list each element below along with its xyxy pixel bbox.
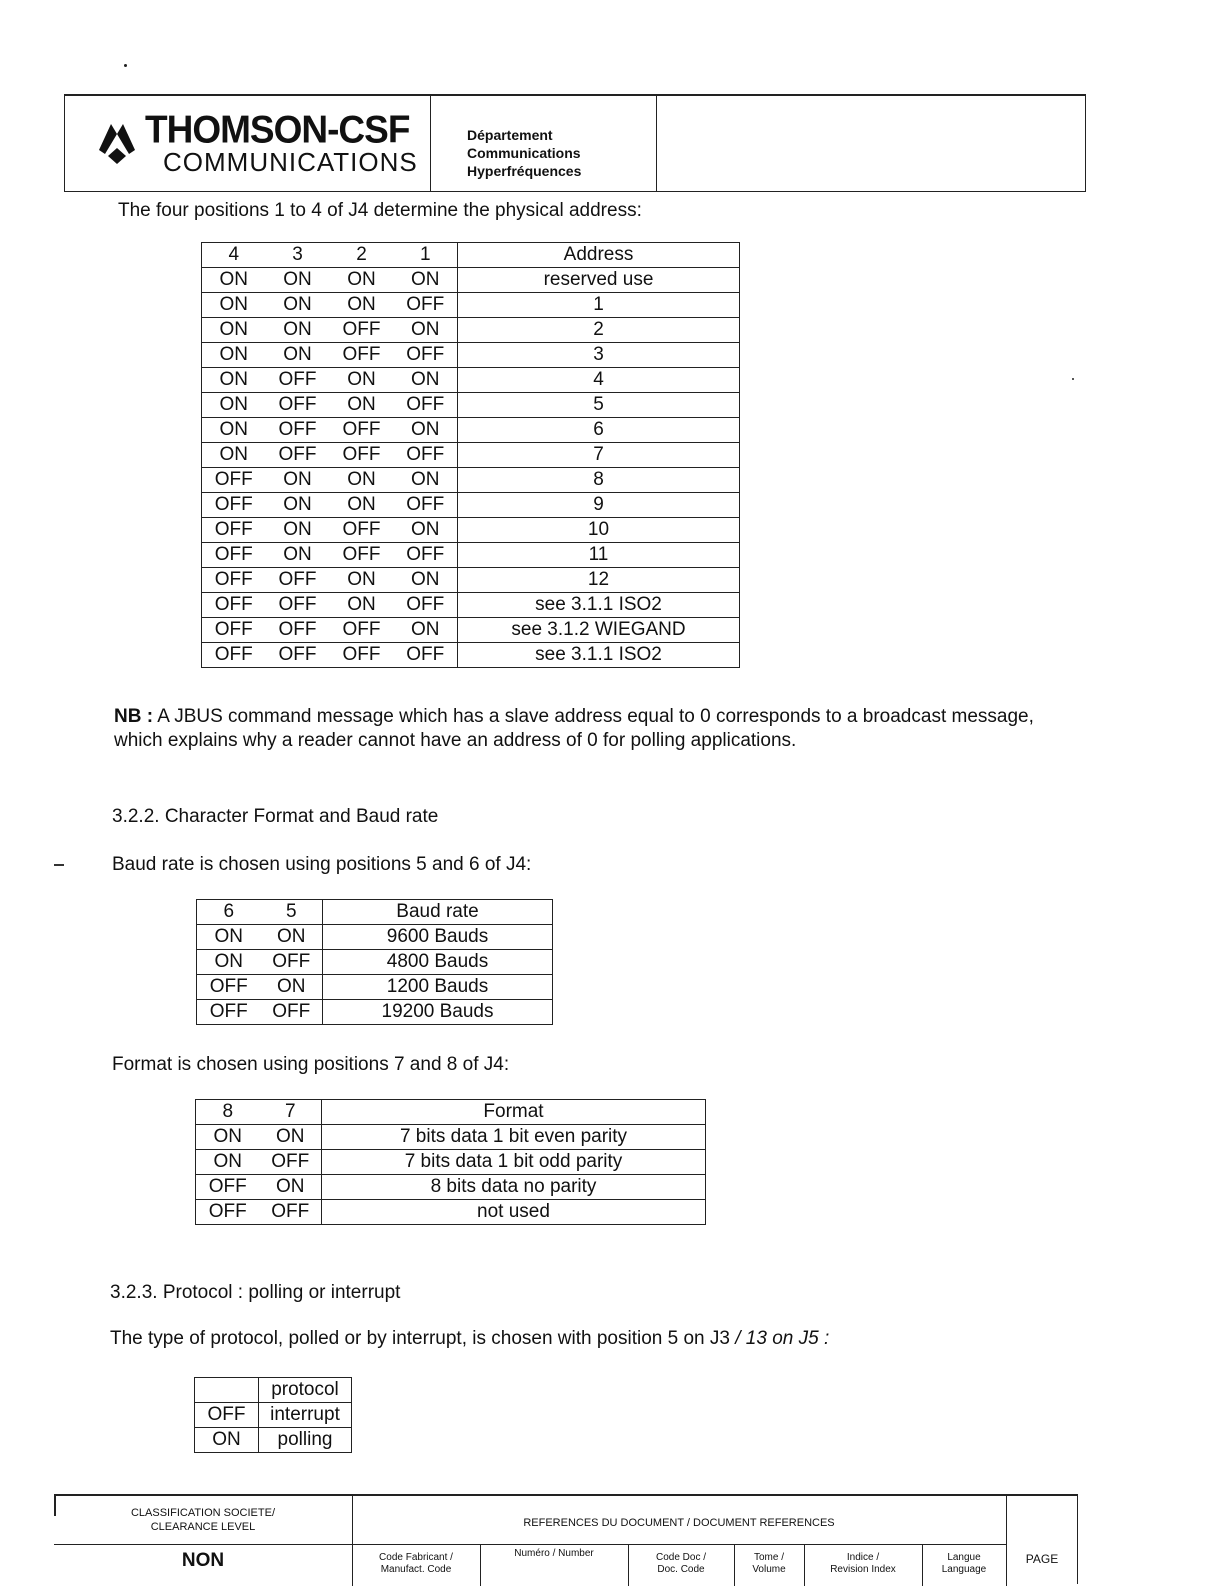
table-cell: see 3.1.1 ISO2 xyxy=(458,643,740,668)
table-cell: 12 xyxy=(458,568,740,593)
table-cell: OFF xyxy=(196,1200,260,1225)
col-label: Code Doc / xyxy=(655,1552,707,1563)
table-cell: 1 xyxy=(458,293,740,318)
table-cell: OFF xyxy=(330,543,394,568)
table-cell: ON xyxy=(261,925,323,950)
table-cell: ON xyxy=(202,268,266,293)
table-cell: OFF xyxy=(394,593,458,618)
note-text-2: which explains why a reader cannot have an address of 0 for polling applications. xyxy=(114,730,797,751)
footer-divider xyxy=(352,1544,1006,1545)
table-row xyxy=(195,1428,352,1453)
table-cell: 9600 Bauds xyxy=(323,925,553,950)
table-header-cell: Baud rate xyxy=(323,900,553,925)
table-cell: OFF xyxy=(394,343,458,368)
table-cell: OFF xyxy=(202,643,266,668)
table-cell: OFF xyxy=(330,443,394,468)
col-label: Doc. Code xyxy=(657,1564,705,1575)
scan-speck xyxy=(124,64,127,67)
table-cell: ON xyxy=(261,975,323,1000)
table-cell: 1200 Bauds xyxy=(323,975,553,1000)
col-language xyxy=(922,1552,1006,1576)
document-header xyxy=(64,94,1086,192)
protocol-table xyxy=(194,1377,352,1453)
note-label: NB : xyxy=(114,706,154,727)
table-cell: OFF xyxy=(266,593,330,618)
table-cell: 8 bits data no parity xyxy=(322,1175,706,1200)
table-row xyxy=(202,418,740,443)
table-row xyxy=(202,643,740,668)
table-cell: ON xyxy=(330,493,394,518)
protocol-intro-italic: / 13 on J5 : xyxy=(729,1328,830,1349)
col-label: Code Fabricant / xyxy=(379,1552,453,1563)
table-cell: OFF xyxy=(260,1150,322,1175)
department-line: Communications xyxy=(467,145,581,161)
table-cell: ON xyxy=(330,568,394,593)
table-cell: see 3.1.2 WIEGAND xyxy=(458,618,740,643)
table-cell: OFF xyxy=(394,293,458,318)
table-cell: OFF xyxy=(266,393,330,418)
section-323-heading: 3.2.3. Protocol : polling or interrupt xyxy=(110,1282,401,1303)
col-number: Numéro / Number xyxy=(514,1548,594,1559)
baud-intro: Baud rate is chosen using positions 5 and 6 of J4: xyxy=(112,854,532,875)
department-line: Département xyxy=(467,127,553,143)
table-row xyxy=(196,1175,706,1200)
table-cell: OFF xyxy=(261,950,323,975)
table-cell: OFF xyxy=(202,543,266,568)
table-cell: OFF xyxy=(202,518,266,543)
address-table xyxy=(201,242,740,668)
table-cell: 9 xyxy=(458,493,740,518)
col-volume xyxy=(734,1552,804,1576)
table-row xyxy=(195,1403,352,1428)
scan-speck xyxy=(1072,378,1074,380)
table-cell: see 3.1.1 ISO2 xyxy=(458,593,740,618)
table-row xyxy=(202,543,740,568)
table-cell: OFF xyxy=(266,643,330,668)
classification-value: NON xyxy=(181,1550,225,1571)
table-header-cell: 5 xyxy=(261,900,323,925)
note-line-1 xyxy=(114,704,1034,729)
table-cell: polling xyxy=(259,1428,352,1453)
table-cell: 19200 Bauds xyxy=(323,1000,553,1025)
table-cell: 2 xyxy=(458,318,740,343)
table-cell: OFF xyxy=(266,418,330,443)
table-row xyxy=(202,468,740,493)
table-header-cell: 4 xyxy=(202,243,266,268)
col-label: Manufact. Code xyxy=(380,1564,452,1575)
table-cell: OFF xyxy=(394,643,458,668)
table-cell: OFF xyxy=(394,393,458,418)
table-header-row xyxy=(196,1100,706,1125)
table-cell: OFF xyxy=(261,1000,323,1025)
table-cell: ON xyxy=(394,618,458,643)
table-cell: 8 xyxy=(458,468,740,493)
table-header-cell: 8 xyxy=(196,1100,260,1125)
table-row xyxy=(202,393,740,418)
table-row xyxy=(202,343,740,368)
table-cell: ON xyxy=(330,393,394,418)
table-cell: OFF xyxy=(394,493,458,518)
table-cell: ON xyxy=(196,1125,260,1150)
table-cell: OFF xyxy=(330,643,394,668)
table-cell: ON xyxy=(330,593,394,618)
table-cell: ON xyxy=(330,468,394,493)
table-cell: OFF xyxy=(330,343,394,368)
table-cell: OFF xyxy=(266,368,330,393)
table-cell: interrupt xyxy=(259,1403,352,1428)
table-cell: not used xyxy=(322,1200,706,1225)
table-row xyxy=(202,293,740,318)
table-cell: ON xyxy=(394,368,458,393)
col-doc-code xyxy=(628,1552,734,1576)
table-cell: 4 xyxy=(458,368,740,393)
table-cell: ON xyxy=(266,268,330,293)
table-cell: ON xyxy=(260,1175,322,1200)
table-cell: ON xyxy=(197,950,261,975)
page-label: PAGE xyxy=(1025,1552,1059,1566)
table-cell: OFF xyxy=(266,618,330,643)
table-row xyxy=(202,493,740,518)
table-cell: ON xyxy=(202,318,266,343)
table-header-cell: 3 xyxy=(266,243,330,268)
table-cell: ON xyxy=(197,925,261,950)
table-cell: ON xyxy=(266,468,330,493)
table-row xyxy=(202,593,740,618)
table-row xyxy=(202,443,740,468)
table-cell: ON xyxy=(394,268,458,293)
table-cell: ON xyxy=(266,518,330,543)
table-cell: ON xyxy=(202,293,266,318)
table-cell: ON xyxy=(195,1428,259,1453)
table-header-row xyxy=(197,900,553,925)
col-label: Tome / xyxy=(753,1552,784,1563)
table-row xyxy=(202,318,740,343)
table-cell: ON xyxy=(266,293,330,318)
table-cell: ON xyxy=(260,1125,322,1150)
table-header-cell: 1 xyxy=(394,243,458,268)
table-cell: 4800 Bauds xyxy=(323,950,553,975)
table-cell: 11 xyxy=(458,543,740,568)
table-cell: OFF xyxy=(260,1200,322,1225)
col-label: Volume xyxy=(752,1564,786,1575)
table-cell: OFF xyxy=(266,568,330,593)
col-label: Indice / xyxy=(846,1552,880,1563)
baud-rate-table xyxy=(196,899,553,1025)
table-cell: OFF xyxy=(394,443,458,468)
table-cell: OFF xyxy=(202,568,266,593)
table-cell: ON xyxy=(394,568,458,593)
table-cell: OFF xyxy=(197,1000,261,1025)
table-cell: ON xyxy=(394,318,458,343)
table-cell: ON xyxy=(330,368,394,393)
col-revision-index xyxy=(804,1552,922,1576)
table-cell: ON xyxy=(266,318,330,343)
table-cell: ON xyxy=(266,343,330,368)
table-cell: ON xyxy=(330,268,394,293)
table-cell: OFF xyxy=(202,618,266,643)
col-label: Revision Index xyxy=(830,1564,896,1575)
table-cell: OFF xyxy=(330,618,394,643)
classification-label xyxy=(54,1506,352,1534)
table-cell: 7 bits data 1 bit odd parity xyxy=(322,1150,706,1175)
protocol-intro xyxy=(110,1326,829,1351)
classification-label-line: CLEARANCE LEVEL xyxy=(150,1521,256,1533)
brand-subtitle: COMMUNICATIONS xyxy=(163,146,418,177)
table-cell: ON xyxy=(266,493,330,518)
company-logo xyxy=(65,96,431,191)
table-cell: OFF xyxy=(195,1403,259,1428)
brand-name: THOMSON-CSF xyxy=(145,107,410,151)
table-cell: 7 bits data 1 bit even parity xyxy=(322,1125,706,1150)
table-header-cell: Format xyxy=(322,1100,706,1125)
department-block xyxy=(431,96,657,191)
table-row xyxy=(202,368,740,393)
classification-label-line: CLASSIFICATION SOCIETE/ xyxy=(130,1507,276,1519)
table-header-cell xyxy=(195,1378,259,1403)
table-cell: ON xyxy=(202,368,266,393)
table-cell: ON xyxy=(202,443,266,468)
table-cell: 3 xyxy=(458,343,740,368)
section-322-heading: 3.2.2. Character Format and Baud rate xyxy=(112,806,439,827)
table-cell: OFF xyxy=(202,468,266,493)
table-cell: ON xyxy=(394,418,458,443)
table-cell: OFF xyxy=(394,543,458,568)
table-cell: 5 xyxy=(458,393,740,418)
table-header-cell: 6 xyxy=(197,900,261,925)
table-row xyxy=(202,268,740,293)
protocol-intro-text: The type of protocol, polled or by interrupt, is chosen with position 5 on J3 xyxy=(110,1328,730,1349)
document-footer xyxy=(54,1494,1078,1584)
table-header-row xyxy=(195,1378,352,1403)
table-cell: ON xyxy=(394,518,458,543)
note-text-1: A JBUS command message which has a slave address equal to 0 corresponds to a broadcast message, xyxy=(153,706,1034,727)
format-intro: Format is chosen using positions 7 and 8 of J4: xyxy=(112,1054,510,1075)
footer-divider xyxy=(54,1544,352,1545)
table-cell: ON xyxy=(202,393,266,418)
department-line: Hyperfréquences xyxy=(467,163,582,179)
header-empty-cell xyxy=(657,96,1085,191)
table-header-cell: Address xyxy=(458,243,740,268)
table-cell: OFF xyxy=(197,975,261,1000)
table-row xyxy=(197,950,553,975)
table-cell: ON xyxy=(330,293,394,318)
table-cell: OFF xyxy=(202,493,266,518)
table-header-cell: 7 xyxy=(260,1100,322,1125)
table-cell: ON xyxy=(266,543,330,568)
table-cell: ON xyxy=(196,1150,260,1175)
table-header-cell: protocol xyxy=(259,1378,352,1403)
table-row xyxy=(197,975,553,1000)
table-cell: OFF xyxy=(202,593,266,618)
table-cell: ON xyxy=(394,468,458,493)
table-cell: OFF xyxy=(266,443,330,468)
table-cell: OFF xyxy=(330,418,394,443)
table-row xyxy=(196,1150,706,1175)
table-cell: OFF xyxy=(330,318,394,343)
format-table xyxy=(195,1099,706,1225)
table-row xyxy=(196,1125,706,1150)
references-title: REFERENCES DU DOCUMENT / DOCUMENT REFERENCES xyxy=(523,1517,835,1529)
col-label: Langue xyxy=(947,1552,981,1563)
table-header-cell: 2 xyxy=(330,243,394,268)
table-row xyxy=(197,1000,553,1025)
table-header-row xyxy=(202,243,740,268)
table-cell: OFF xyxy=(196,1175,260,1200)
footer-divider xyxy=(1006,1496,1007,1586)
table-cell: OFF xyxy=(330,518,394,543)
address-intro: The four positions 1 to 4 of J4 determine the physical address: xyxy=(118,200,642,221)
table-cell: ON xyxy=(202,343,266,368)
table-row xyxy=(197,925,553,950)
col-manufacturer-code xyxy=(352,1552,480,1576)
table-cell: 10 xyxy=(458,518,740,543)
table-row xyxy=(196,1200,706,1225)
table-cell: reserved use xyxy=(458,268,740,293)
table-row xyxy=(202,518,740,543)
table-row xyxy=(202,618,740,643)
table-row xyxy=(202,568,740,593)
thomson-logo-icon xyxy=(97,120,137,168)
table-cell: 7 xyxy=(458,443,740,468)
table-cell: ON xyxy=(202,418,266,443)
col-label: Language xyxy=(941,1564,987,1575)
table-cell: 6 xyxy=(458,418,740,443)
scan-mark xyxy=(54,864,64,866)
